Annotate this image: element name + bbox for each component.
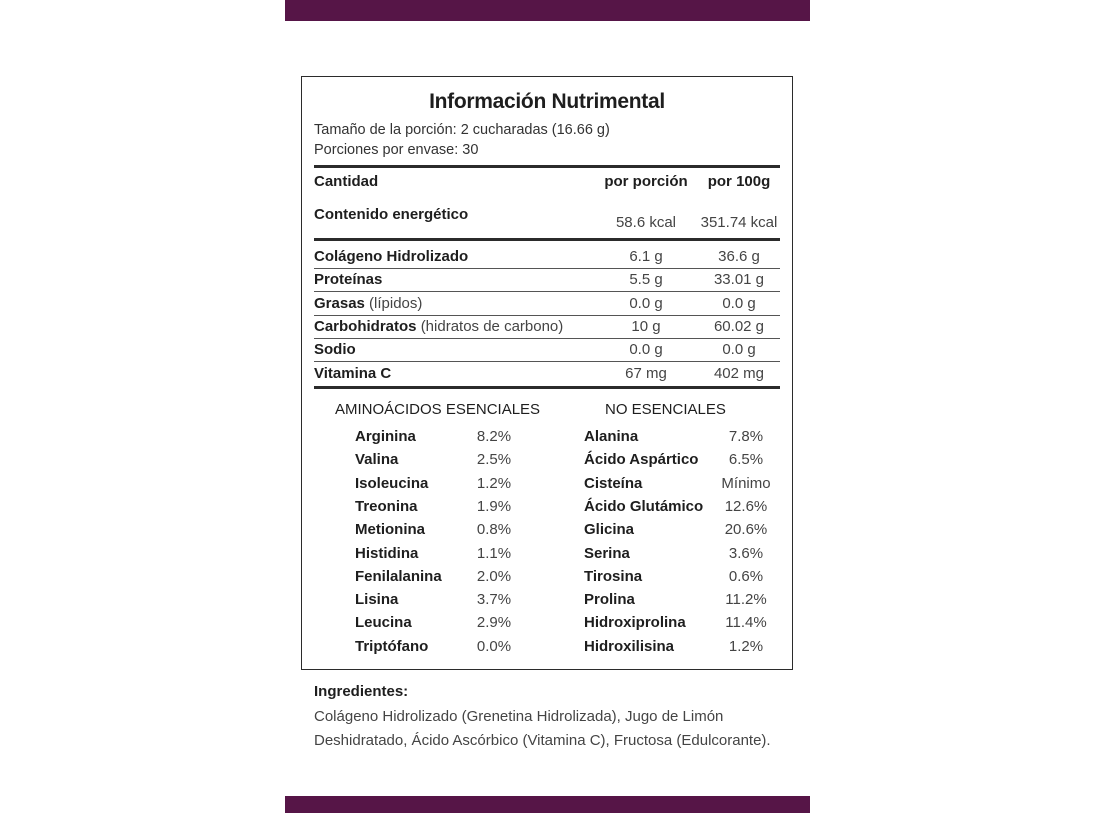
ingredients-title: Ingredientes: — [314, 683, 409, 700]
nutrient-label — [314, 341, 356, 358]
ingredients-text: Colágeno Hidrolizado (Grenetina Hidrolizada), Jugo de Limón Deshidratado, Ácido Ascórbico (Vitamina C), Fructosa (Edulcorante). — [314, 708, 771, 749]
essential-amino-value: 1.2% — [476, 474, 512, 492]
rule-thick-3 — [314, 386, 780, 389]
essential-amino-value: 0.8% — [476, 521, 512, 539]
header-per-100g: por 100g — [707, 173, 771, 190]
nutrient-per-100g: 36.6 g — [718, 248, 760, 265]
energy-per-portion: 58.6 kcal — [615, 214, 677, 231]
nutrient-per-portion: 6.1 g — [629, 248, 663, 265]
header-quantity: Cantidad — [314, 173, 379, 190]
essential-amino-name: Valina — [355, 451, 399, 469]
essential-amino-value: 8.2% — [476, 428, 512, 445]
nutrient-name: Proteínas — [314, 271, 383, 289]
nonessential-amino-value: 11.4% — [725, 614, 767, 632]
nutrient-per-portion: 0.0 g — [629, 294, 663, 312]
nutrient-per-100g: 402 mg — [713, 364, 765, 382]
nutrient-note: (lípidos) — [369, 294, 423, 312]
essential-amino-value: 3.7% — [476, 591, 512, 609]
nonessential-amino-name: Tirosina — [584, 567, 643, 585]
essential-amino-value: 2.9% — [476, 614, 512, 632]
nonessential-amino-value: 11.2% — [725, 591, 767, 609]
nutrient-label — [314, 248, 468, 265]
nutrient-per-100g: 0.0 g — [722, 341, 756, 359]
essential-amino-name: Metionina — [355, 521, 425, 539]
essential-amino-name: Arginina — [355, 428, 416, 445]
essential-amino-value: 1.9% — [476, 497, 512, 515]
nonessential-amino-name: Ácido Glutámico — [584, 497, 704, 515]
nutrient-per-100g: 0.0 g — [722, 294, 756, 312]
nonessential-amino-name: Cisteína — [584, 474, 643, 492]
essential-amino-name: Isoleucina — [355, 474, 429, 492]
nutrition-title: Información Nutrimental — [429, 90, 665, 113]
nutrient-name: Grasas — [314, 294, 365, 312]
nonessential-amino-value: 6.5% — [728, 451, 764, 469]
nutrition-facts-panel — [301, 76, 793, 670]
nonessential-amino-name: Hidroxilisina — [584, 637, 675, 655]
nutrient-divider — [314, 338, 780, 339]
essential-amino-value: 1.1% — [476, 544, 512, 562]
nonessential-amino-value: 3.6% — [728, 544, 764, 562]
serving-size: Tamaño de la porción: 2 cucharadas (16.66 g) — [314, 122, 610, 138]
nutrient-divider — [314, 268, 780, 269]
nonessential-amino-name: Glicina — [584, 521, 635, 539]
servings-per-container: Porciones por envase: 30 — [314, 142, 479, 158]
nonessential-amino-name: Alanina — [584, 428, 639, 445]
rule-thick-2 — [314, 238, 780, 241]
energy-label: Contenido energético — [314, 206, 469, 223]
essential-amino-name: Histidina — [355, 544, 419, 562]
nonessential-amino-name: Ácido Aspártico — [584, 451, 699, 469]
header-per-portion: por porción — [604, 173, 688, 190]
nutrient-name: Colágeno Hidrolizado — [314, 248, 469, 265]
nonessential-amino-name: Prolina — [584, 591, 635, 609]
essential-amino-name: Lisina — [355, 591, 399, 609]
nutrient-per-portion: 5.5 g — [629, 271, 663, 289]
nutrient-label — [314, 365, 391, 382]
essential-amino-value: 2.5% — [476, 451, 512, 469]
nutrient-per-portion: 67 mg — [625, 364, 667, 382]
rule-thick-1 — [314, 165, 780, 168]
bottom-brand-bar — [285, 796, 810, 813]
nonessential-amino-value: 20.6% — [724, 521, 768, 539]
nutrient-divider — [314, 315, 780, 316]
essential-amino-name: Triptófano — [355, 637, 429, 655]
essential-amino-name: Treonina — [355, 497, 418, 515]
essential-amino-value: 2.0% — [476, 567, 512, 585]
nutrient-name: Vitamina C — [314, 364, 392, 382]
nutrient-label — [314, 271, 382, 288]
nonessential-amino-heading: NO ESENCIALES — [605, 401, 726, 418]
nutrient-label — [314, 295, 422, 312]
nonessential-amino-value: Mínimo — [721, 474, 771, 492]
nutrient-divider — [314, 361, 780, 362]
essential-amino-name: Leucina — [355, 614, 412, 632]
nonessential-amino-name: Serina — [584, 544, 630, 562]
top-brand-bar — [285, 0, 810, 21]
essential-amino-name: Fenilalanina — [355, 567, 442, 585]
nonessential-amino-value: 12.6% — [724, 497, 768, 515]
nutrient-per-100g: 60.02 g — [713, 317, 765, 335]
nutrient-label — [314, 318, 563, 335]
nonessential-amino-name: Hidroxiprolina — [584, 614, 686, 632]
essential-amino-heading: AMINOÁCIDOS ESENCIALES — [335, 401, 541, 418]
nutrient-per-portion: 10 g — [631, 317, 661, 335]
essential-amino-value: 0.0% — [476, 637, 512, 655]
nonessential-amino-value: 1.2% — [728, 637, 764, 655]
energy-per-100g: 351.74 kcal — [700, 214, 778, 231]
nonessential-amino-value: 0.6% — [728, 567, 764, 585]
nutrient-name: Sodio — [314, 341, 356, 359]
nutrient-per-portion: 0.0 g — [629, 341, 663, 359]
nutrient-per-100g: 33.01 g — [713, 271, 765, 289]
nutrient-note: (hidratos de carbono) — [420, 317, 564, 335]
nutrient-divider — [314, 291, 780, 292]
nutrient-name: Carbohidratos — [314, 317, 417, 335]
nonessential-amino-value: 7.8% — [728, 428, 764, 445]
